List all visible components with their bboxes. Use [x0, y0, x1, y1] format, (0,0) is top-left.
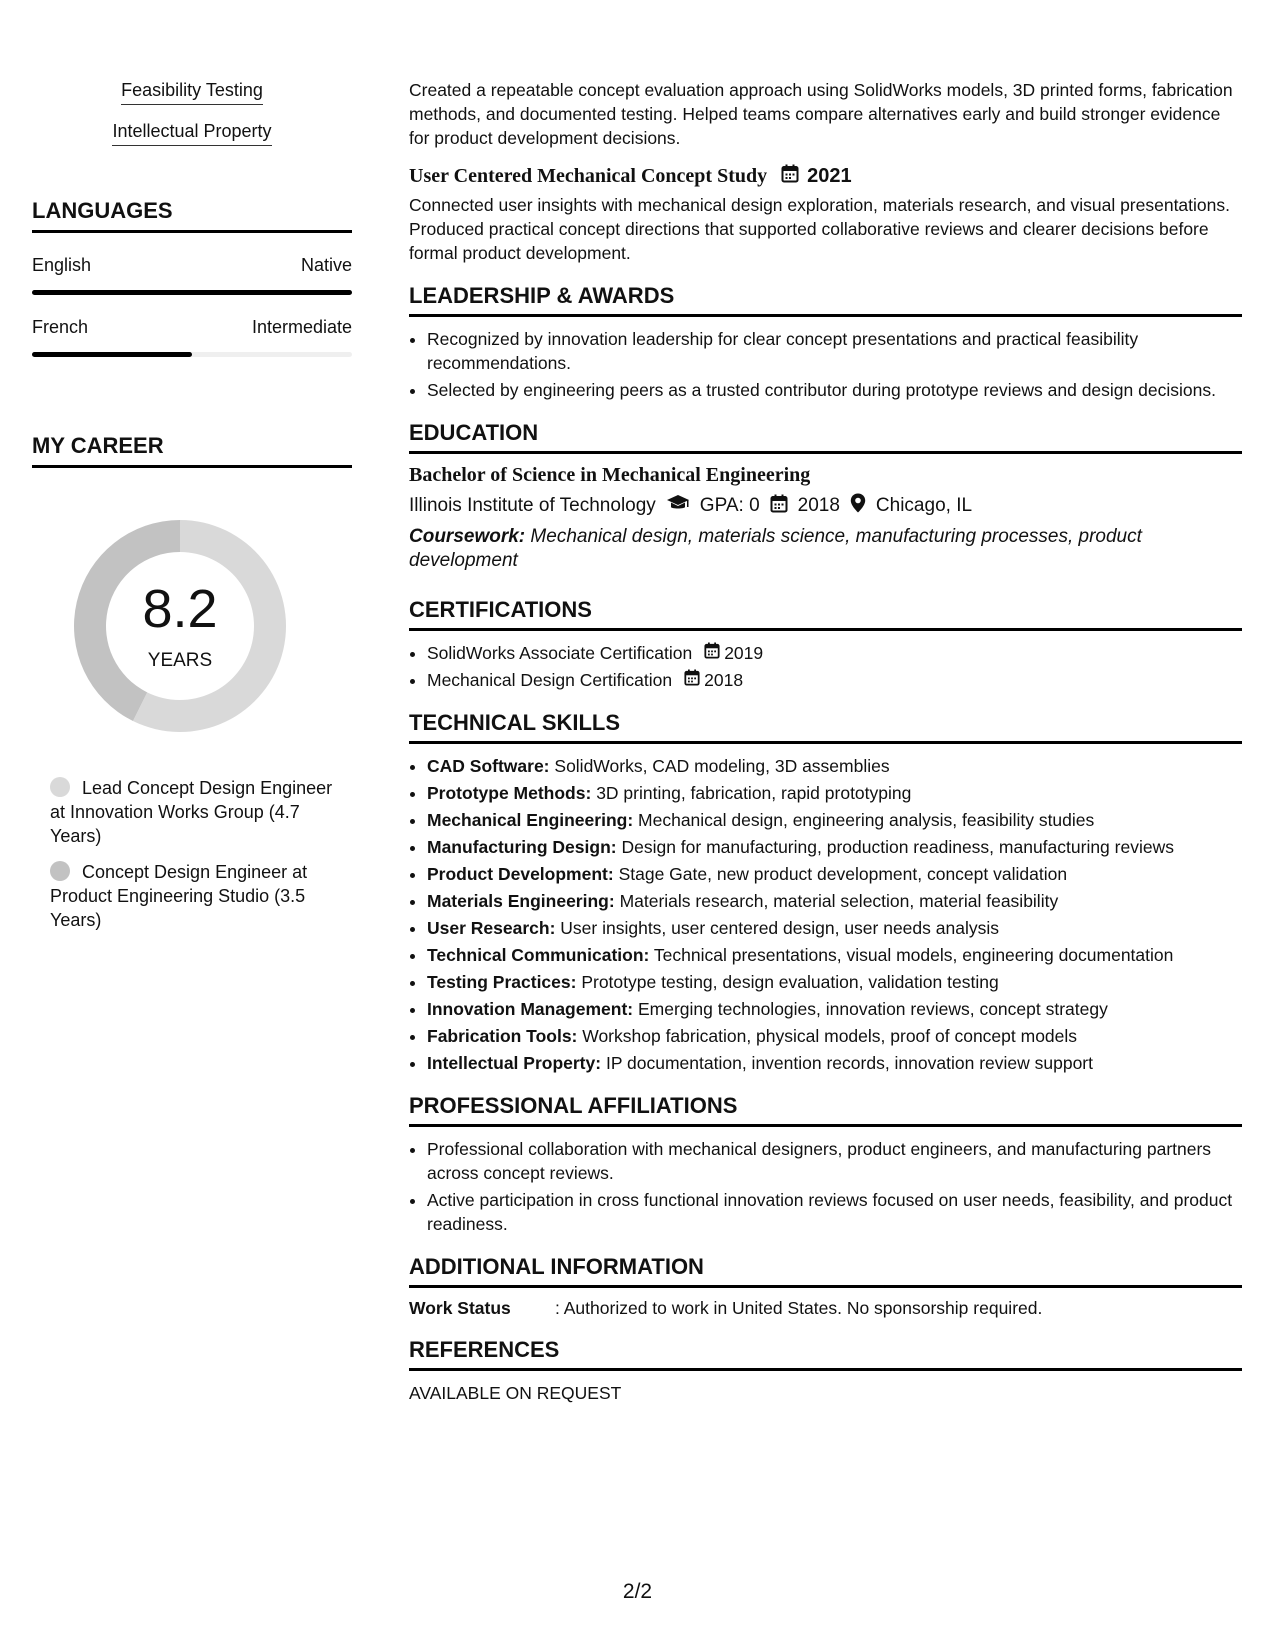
- legend-dot-icon: [50, 777, 70, 797]
- skill-category: Manufacturing Design:: [427, 837, 617, 857]
- school-name: Illinois Institute of Technology: [409, 495, 656, 516]
- calendar-icon: [684, 668, 700, 692]
- legend-dot-icon: [50, 861, 70, 881]
- skill-values: Technical presentations, visual models, engineering documentation: [653, 945, 1174, 965]
- language-bar: [32, 290, 352, 295]
- certifications-list: [409, 641, 1242, 692]
- education-details: [409, 493, 1242, 519]
- graduation-year: 2018: [797, 495, 840, 516]
- references-heading: REFERENCES: [409, 1337, 1242, 1371]
- language-item: [32, 255, 352, 295]
- leadership-list: [409, 327, 1242, 402]
- skill-values: Design for manufacturing, production readiness, manufacturing reviews: [621, 837, 1174, 857]
- work-status-label: Work Status: [409, 1298, 511, 1318]
- calendar-icon: [704, 641, 720, 665]
- affiliations-list: [409, 1137, 1242, 1236]
- affiliations-heading: PROFESSIONAL AFFILIATIONS: [409, 1093, 1242, 1127]
- certification-name: • Mechanical Design Certification: [427, 670, 673, 690]
- skill-category: Innovation Management:: [427, 999, 634, 1019]
- career-legend-item: Concept Design Engineer at Product Engineering Studio (3.5 Years): [50, 862, 308, 930]
- skill-values: 3D printing, fabrication, rapid prototyping: [596, 783, 912, 803]
- list-item: • Professional collaboration with mechanical designers, product engineers, and manufacturing partners across concept reviews.: [427, 1137, 1242, 1185]
- skill-category: Fabrication Tools:: [427, 1026, 578, 1046]
- additional-info-heading: ADDITIONAL INFORMATION: [409, 1254, 1242, 1288]
- graduation-cap-icon: [666, 494, 690, 518]
- certification-year: 2018: [704, 670, 744, 690]
- career-years-label: YEARS: [147, 650, 213, 671]
- skill-values: Prototype testing, design evaluation, validation testing: [581, 972, 999, 992]
- skill-tag: Intellectual Property: [32, 121, 352, 146]
- skill-values: Mechanical design, engineering analysis, feasibility studies: [638, 810, 1095, 830]
- skill-values: Materials research, material selection, material feasibility: [619, 891, 1059, 911]
- language-item: [32, 317, 352, 357]
- skill-item: [427, 970, 1242, 994]
- skill-category: Product Development:: [427, 864, 614, 884]
- skill-item: [427, 781, 1242, 805]
- skill-item: [427, 916, 1242, 940]
- language-level: Native: [300, 255, 352, 275]
- career-heading: MY CAREER: [32, 433, 352, 468]
- project-year: 2021: [807, 165, 852, 187]
- left-column: [32, 80, 352, 944]
- skill-values: Stage Gate, new product development, concept validation: [618, 864, 1068, 884]
- skill-item: [427, 943, 1242, 967]
- calendar-icon: [781, 164, 799, 189]
- languages-heading: LANGUAGES: [32, 198, 352, 233]
- skill-values: Workshop fabrication, physical models, proof of concept models: [582, 1026, 1078, 1046]
- certification-name: • SolidWorks Associate Certification: [427, 643, 693, 663]
- skill-category: User Research:: [427, 918, 556, 938]
- skill-category: CAD Software:: [427, 756, 550, 776]
- project-description: Connected user insights with mechanical design exploration, materials research, and visual presentations. Produced practical concept directions that supported collaborative reviews and clearer decisions before formal product development.: [409, 195, 1230, 263]
- gpa: GPA: 0: [699, 495, 760, 516]
- list-item: [427, 641, 1242, 665]
- school-location: Chicago, IL: [875, 495, 973, 516]
- calendar-icon: [770, 494, 788, 519]
- language-name: French: [32, 317, 89, 337]
- skill-values: SolidWorks, CAD modeling, 3D assemblies: [554, 756, 890, 776]
- leadership-heading: LEADERSHIP & AWARDS: [409, 283, 1242, 317]
- project-intro: Created a repeatable concept evaluation approach using SolidWorks models, 3D printed forms, fabrication methods, and documented testing. Helped teams compare alternatives early and build stronger evidence for product development decisions.: [409, 80, 1233, 148]
- coursework: [409, 525, 1242, 573]
- skill-item: [427, 889, 1242, 913]
- skill-item: [427, 835, 1242, 859]
- skill-item: [427, 862, 1242, 886]
- project-title: User Centered Mechanical Concept Study: [409, 165, 768, 187]
- references-text: AVAILABLE ON REQUEST: [409, 1383, 622, 1403]
- location-pin-icon: [850, 493, 866, 519]
- career-legend-item: Lead Concept Design Engineer at Innovation Works Group (4.7 Years): [50, 778, 333, 846]
- language-bar-fill: [32, 290, 352, 295]
- project-title-row: [409, 164, 1242, 189]
- coursework-label: Coursework:: [409, 526, 526, 547]
- skill-category: Materials Engineering:: [427, 891, 615, 911]
- right-column: [409, 78, 1242, 1405]
- work-status-row: [409, 1298, 1242, 1319]
- skill-tag: Feasibility Testing: [32, 80, 352, 105]
- career-legend: [32, 776, 352, 932]
- work-status-value: : Authorized to work in United States. No sponsorship required.: [555, 1298, 1043, 1318]
- education-heading: EDUCATION: [409, 420, 1242, 454]
- language-bar: [32, 352, 352, 357]
- skill-item: [427, 997, 1242, 1021]
- skill-category: Intellectual Property:: [427, 1053, 602, 1073]
- skill-item: [427, 808, 1242, 832]
- skill-category: Prototype Methods:: [427, 783, 592, 803]
- skill-values: IP documentation, invention records, innovation review support: [605, 1053, 1093, 1073]
- list-item: • Selected by engineering peers as a trusted contributor during prototype reviews and design decisions.: [427, 378, 1242, 402]
- language-level: Intermediate: [251, 317, 352, 337]
- certifications-heading: CERTIFICATIONS: [409, 597, 1242, 631]
- list-item: • Recognized by innovation leadership for clear concept presentations and practical feasibility recommendations.: [427, 327, 1242, 375]
- skill-item: [427, 1024, 1242, 1048]
- certification-year: 2019: [724, 643, 764, 663]
- list-item: • Active participation in cross functional innovation reviews focused on user needs, feasibility, and product readiness.: [427, 1188, 1242, 1236]
- list-item: [427, 668, 1242, 692]
- language-bar-fill: [32, 352, 192, 357]
- coursework-list: Mechanical design, materials science, manufacturing processes, product development: [409, 526, 1142, 571]
- skill-item: [427, 754, 1242, 778]
- career-total-years: 8.2: [142, 579, 218, 639]
- career-donut-chart: [66, 512, 294, 740]
- page-number: 2/2: [622, 1580, 653, 1603]
- skill-item: [427, 1051, 1242, 1075]
- skill-category: Mechanical Engineering:: [427, 810, 634, 830]
- skill-values: Emerging technologies, innovation reviews, concept strategy: [638, 999, 1108, 1019]
- skill-category: Technical Communication:: [427, 945, 650, 965]
- degree-title: Bachelor of Science in Mechanical Engineering: [409, 464, 811, 486]
- technical-skills-list: [409, 754, 1242, 1075]
- skill-values: User insights, user centered design, user needs analysis: [560, 918, 999, 938]
- technical-skills-heading: TECHNICAL SKILLS: [409, 710, 1242, 744]
- language-name: English: [32, 255, 92, 275]
- skill-category: Testing Practices:: [427, 972, 577, 992]
